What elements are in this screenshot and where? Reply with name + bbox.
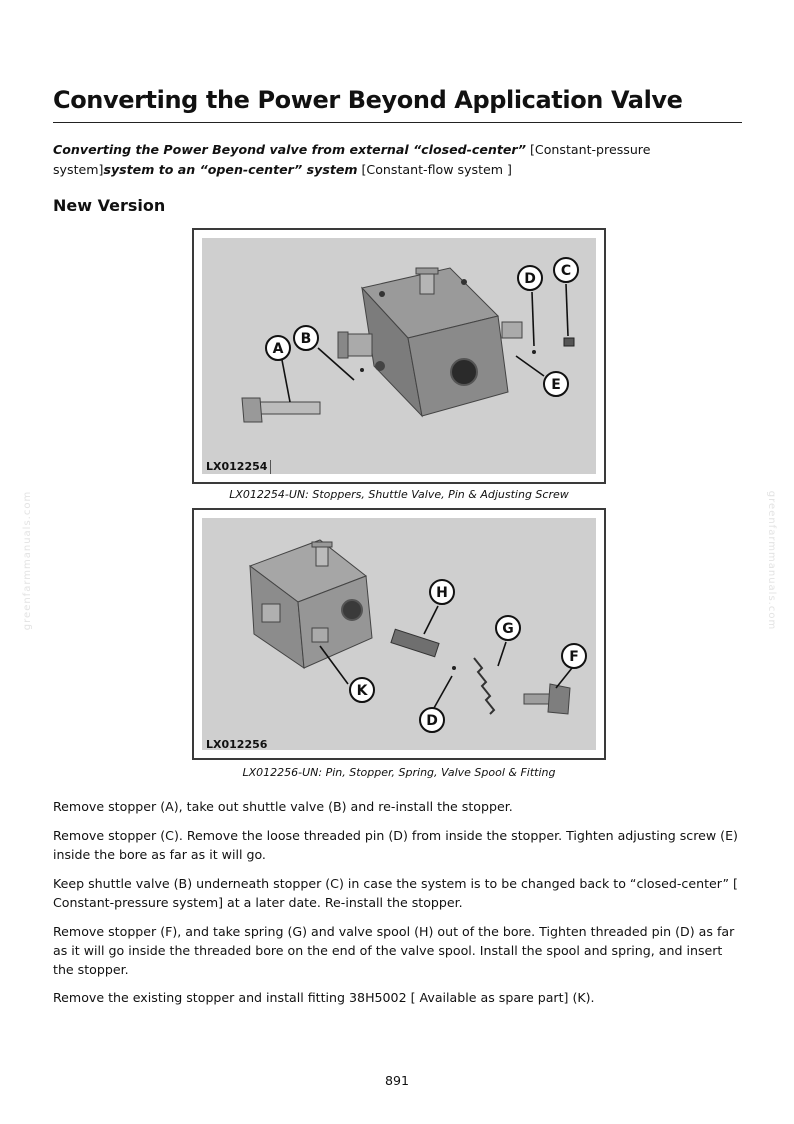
title-underline bbox=[53, 122, 742, 123]
stopper-c bbox=[564, 338, 574, 346]
intro-part-2: [Constant-pressure system] bbox=[53, 142, 651, 177]
intro-part-3: system to an “open-center” system bbox=[103, 162, 358, 177]
figure-2 bbox=[192, 508, 606, 760]
intro-text bbox=[53, 140, 743, 180]
callout-d bbox=[518, 266, 542, 290]
svg-text:E: E bbox=[551, 377, 561, 393]
callout-g bbox=[496, 616, 520, 640]
callout-d-2 bbox=[420, 708, 444, 732]
figure-2-id: LX012256 bbox=[206, 738, 268, 751]
section-heading: New Version bbox=[53, 196, 166, 215]
page-title: Converting the Power Beyond Application Valve bbox=[53, 86, 683, 114]
watermark-left: greenfarmmanuals.com bbox=[22, 490, 34, 631]
svg-text:G: G bbox=[502, 621, 514, 637]
intro-part-1: Converting the Power Beyond valve from external “closed-center” bbox=[53, 142, 526, 157]
pin-d-2 bbox=[452, 666, 456, 670]
shuttle-valve-b bbox=[360, 368, 364, 372]
figure-1-caption: LX012254-UN: Stoppers, Shuttle Valve, Pin & Adjusting Screw bbox=[229, 488, 569, 501]
svg-text:D: D bbox=[524, 271, 536, 287]
callout-e bbox=[544, 372, 568, 396]
svg-text:C: C bbox=[560, 263, 572, 279]
callout-a bbox=[266, 336, 290, 360]
instruction-paragraph-5: Remove the existing stopper and install fitting 38H5002 [ Available as spare part] (K). bbox=[53, 990, 595, 1005]
svg-text:F: F bbox=[569, 649, 579, 665]
svg-text:B: B bbox=[300, 331, 312, 347]
watermark-right: greenfarmmanuals.com bbox=[766, 490, 778, 631]
page-number: 891 bbox=[384, 1073, 410, 1088]
svg-text:A: A bbox=[272, 341, 284, 357]
callout-k bbox=[350, 678, 374, 702]
instruction-paragraph-1: Remove stopper (A), take out shuttle valve (B) and re-install the stopper. bbox=[53, 799, 513, 814]
figure-1 bbox=[192, 228, 606, 484]
figure-1-id: LX012254 bbox=[206, 460, 271, 474]
figure-2-illustration bbox=[202, 518, 596, 750]
svg-text:K: K bbox=[356, 683, 368, 699]
figure-1-illustration bbox=[202, 238, 596, 474]
svg-text:D: D bbox=[426, 713, 438, 729]
instruction-paragraph-2: Remove stopper (C). Remove the loose threaded pin (D) from inside the stopper. Tighten adjusting screw (E) inside the bore as far as it will go. bbox=[53, 828, 738, 862]
callout-b bbox=[294, 326, 318, 350]
callout-c bbox=[554, 258, 578, 282]
callout-h bbox=[430, 580, 454, 604]
intro-part-4: [Constant-flow system ] bbox=[357, 162, 512, 177]
pin-d bbox=[532, 350, 536, 354]
instruction-paragraph-3: Keep shuttle valve (B) underneath stopper (C) in case the system is to be changed back to “closed-center” [ Constant-pressure system] at a later date. Re-install the stopper. bbox=[53, 876, 738, 910]
svg-text:H: H bbox=[436, 585, 448, 601]
instruction-paragraph-4: Remove stopper (F), and take spring (G) and valve spool (H) out of the bore. Tighten threaded pin (D) as far as it will go inside the threaded bore on the end of the valve spool. Install the spool and spring, and insert the stopper. bbox=[53, 924, 735, 977]
figure-2-caption: LX012256-UN: Pin, Stopper, Spring, Valve Spool & Fitting bbox=[242, 766, 556, 779]
callout-f bbox=[562, 644, 586, 668]
